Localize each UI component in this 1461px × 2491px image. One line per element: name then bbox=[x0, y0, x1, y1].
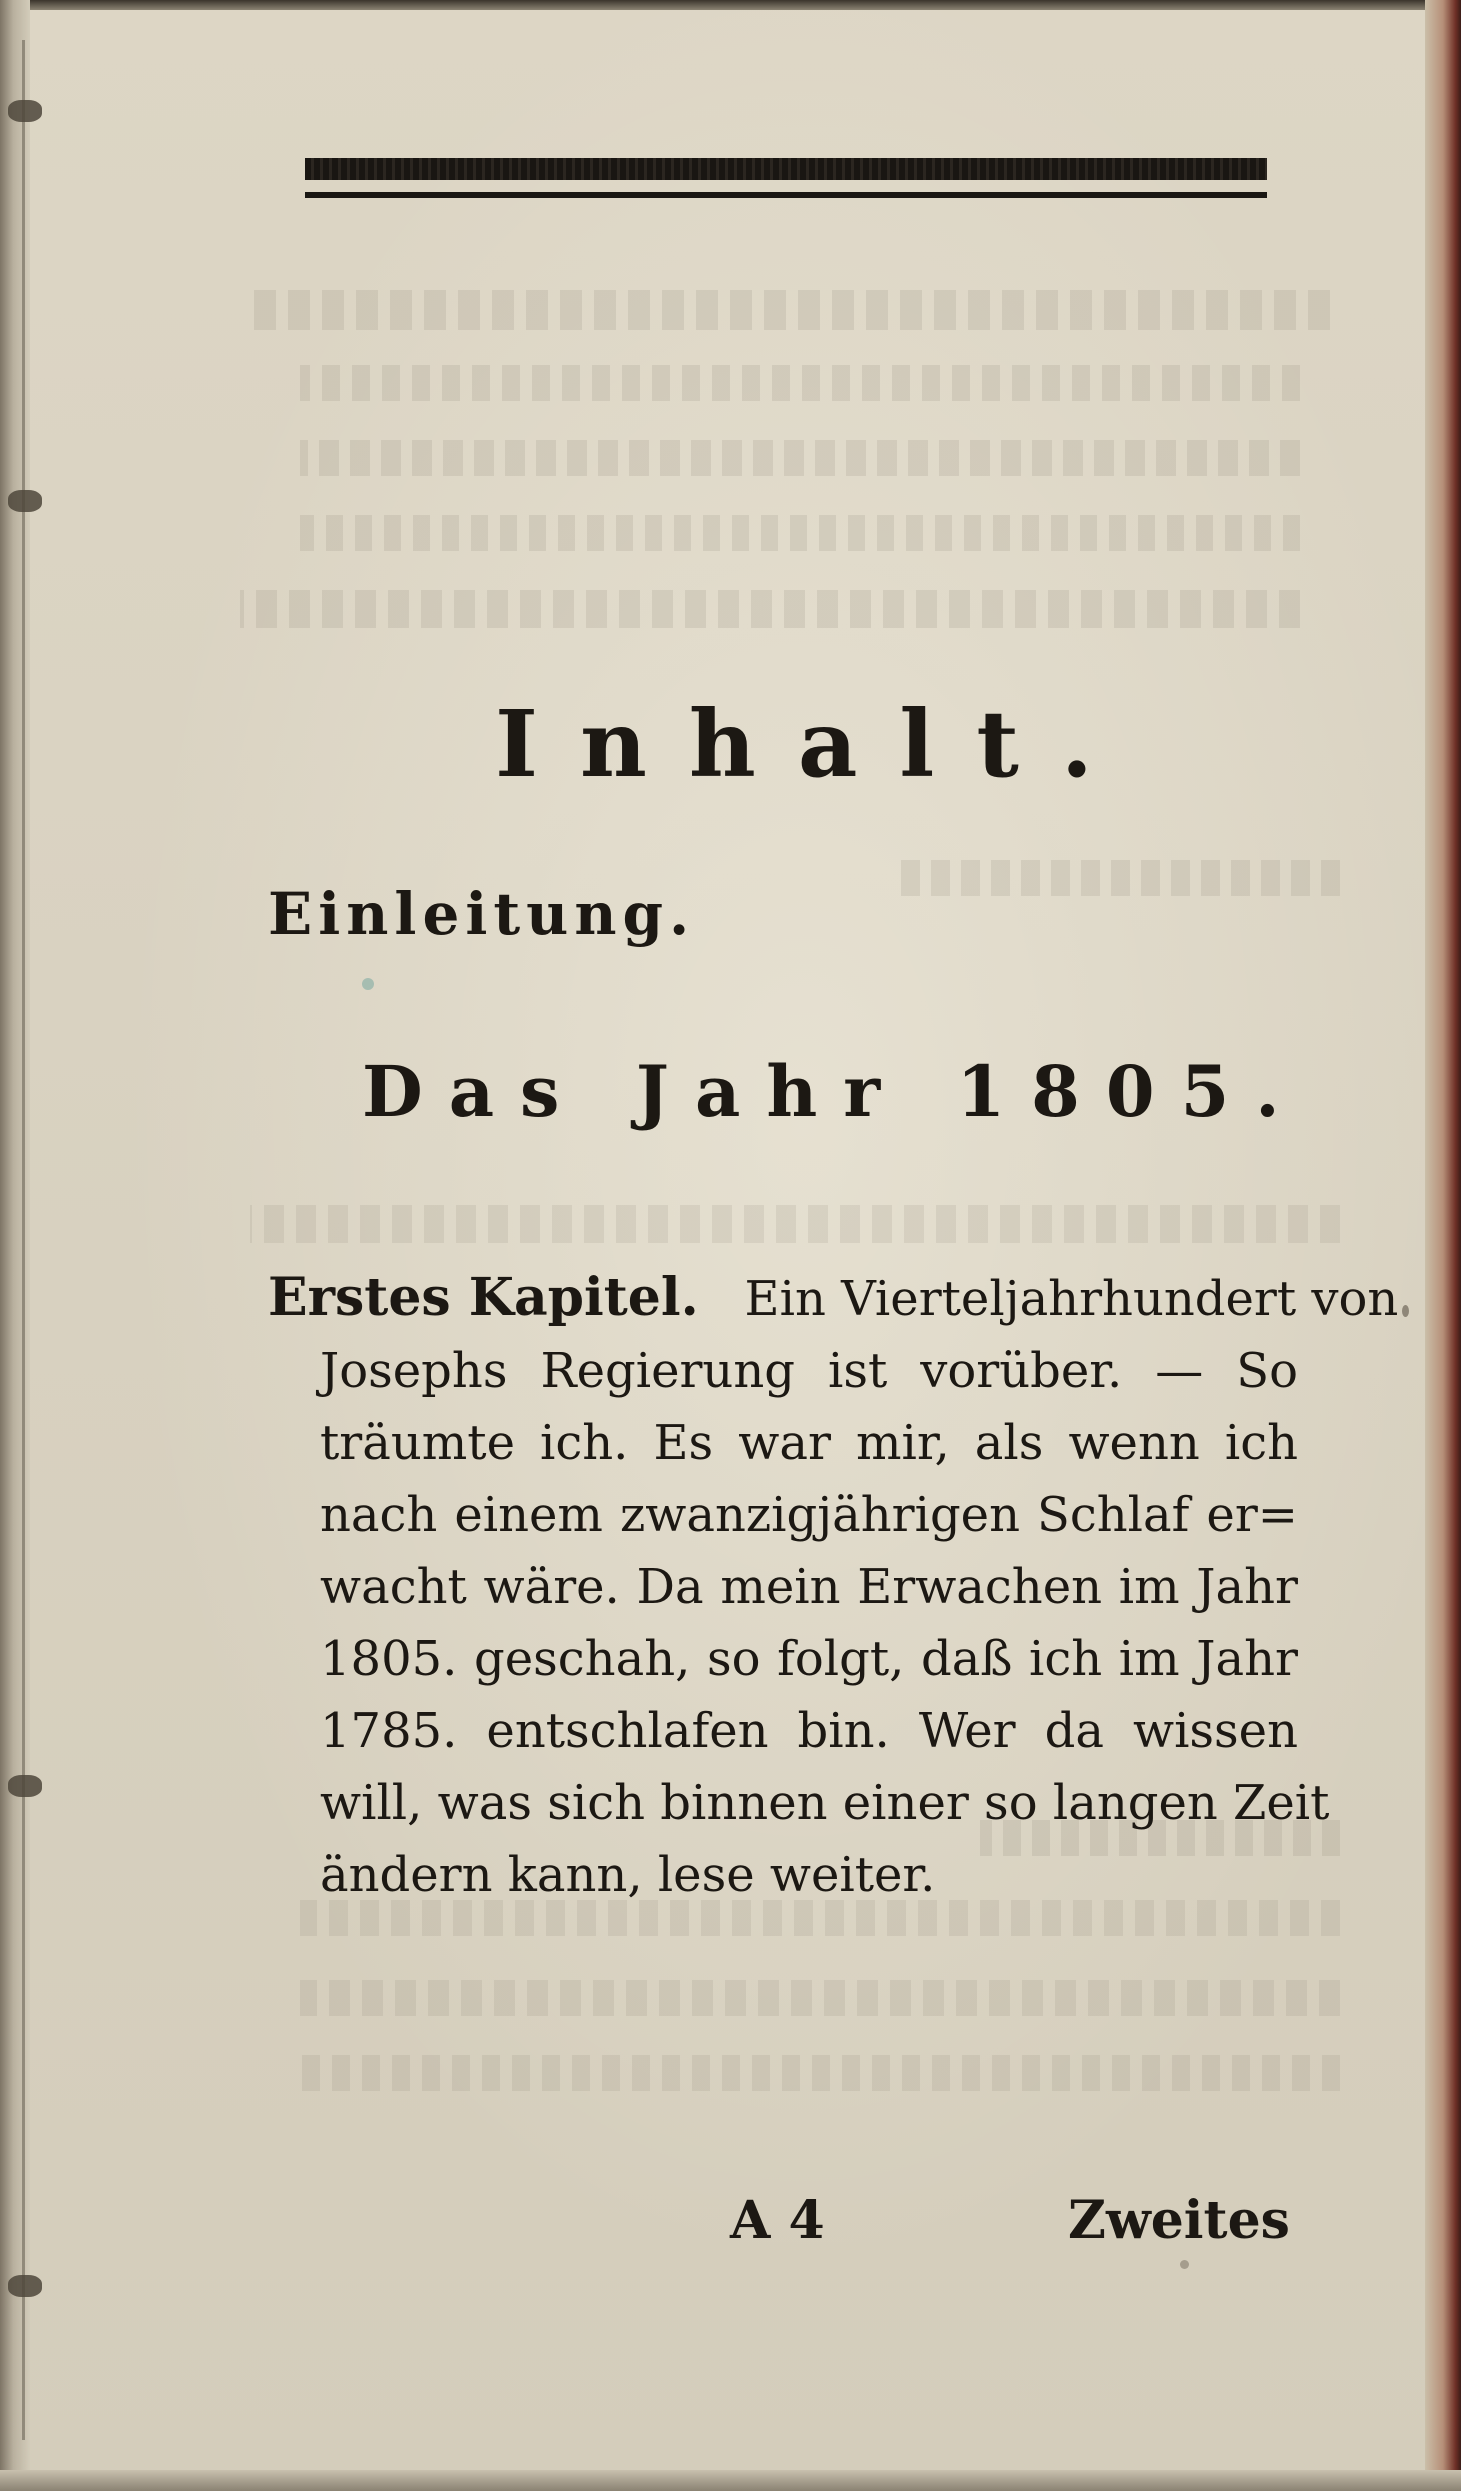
chapter-one-line: träumte ich. Es war mir, als wenn ich bbox=[320, 1415, 1298, 1471]
show-through-texture bbox=[300, 515, 1300, 551]
headpiece-rule bbox=[305, 192, 1267, 198]
introduction-year-heading: Das Jahr 1805. bbox=[362, 1050, 1306, 1133]
binding-stitch bbox=[8, 2275, 42, 2297]
page-top-edge bbox=[0, 0, 1461, 10]
ornamental-headpiece bbox=[305, 158, 1267, 204]
chapter-one-first-line bbox=[268, 1262, 1399, 1335]
chapter-one-entry bbox=[268, 1262, 1399, 1911]
show-through-texture bbox=[240, 590, 1300, 628]
paper-speck bbox=[1402, 1305, 1409, 1317]
chapter-one-line: wacht wäre. Da mein Erwachen im Jahr bbox=[320, 1559, 1298, 1615]
paper-speck bbox=[1180, 2260, 1189, 2269]
chapter-one-line: Ein Vierteljahrhundert von bbox=[744, 1271, 1399, 1327]
chapter-one-line: will, was sich binnen einer so langen Zeit bbox=[320, 1775, 1330, 1831]
headpiece-ornament-bar bbox=[305, 158, 1267, 180]
show-through-texture bbox=[900, 860, 1340, 896]
chapter-one-line: ändern kann, lese weiter. bbox=[320, 1847, 936, 1903]
page-bottom-edge bbox=[0, 2470, 1461, 2491]
signature-mark: A 4 bbox=[730, 2190, 825, 2251]
show-through-texture bbox=[300, 2055, 1340, 2091]
chapter-one-line: Josephs Regierung ist vorüber. — So bbox=[320, 1343, 1298, 1399]
show-through-texture bbox=[250, 1205, 1340, 1243]
paper-speck bbox=[362, 978, 374, 990]
show-through-texture bbox=[300, 440, 1300, 476]
chapter-one-heading: Erstes Kapitel. bbox=[268, 1267, 699, 1328]
binding-stitch bbox=[8, 100, 42, 122]
page-title: Inhalt. bbox=[495, 690, 1135, 798]
binding-stitch bbox=[8, 1775, 42, 1797]
page-right-edge bbox=[1425, 0, 1461, 2491]
binding-gutter-line bbox=[22, 40, 25, 2440]
chapter-one-line: 1785. entschlafen bin. Wer da wissen bbox=[320, 1703, 1298, 1759]
catchword: Zweites bbox=[1068, 2190, 1290, 2251]
show-through-texture bbox=[300, 365, 1300, 401]
show-through-texture bbox=[300, 1980, 1340, 2016]
introduction-label: Einleitung. bbox=[268, 880, 696, 948]
binding-spine bbox=[0, 0, 30, 2491]
binding-stitch bbox=[8, 490, 42, 512]
show-through-texture bbox=[250, 290, 1330, 330]
chapter-one-line: nach einem zwanzigjährigen Schlaf er= bbox=[320, 1487, 1298, 1543]
chapter-one-line: 1805. geschah, so folgt, daß ich im Jahr bbox=[320, 1631, 1298, 1687]
